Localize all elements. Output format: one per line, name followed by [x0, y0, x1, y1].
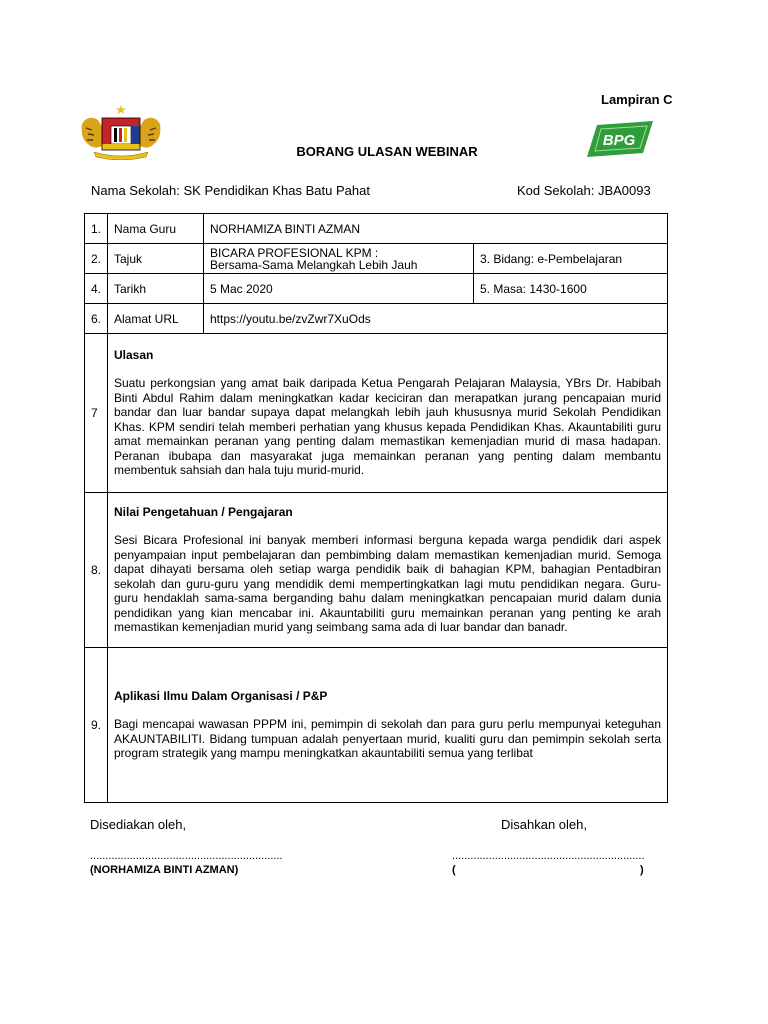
form-title: BORANG ULASAN WEBINAR	[296, 144, 478, 159]
section-application	[85, 648, 668, 803]
prepared-by-label: Disediakan oleh,	[90, 817, 187, 832]
title-value	[204, 244, 474, 274]
field-label: Tarikh	[108, 274, 204, 304]
section-knowledge	[85, 493, 668, 648]
section-body	[108, 334, 668, 493]
approved-signature-line: ...............................................................	[452, 850, 645, 862]
section-title: Ulasan	[114, 348, 154, 363]
title-line-2: Bersama-Sama Melangkah Lebih Jauh	[210, 257, 418, 272]
approved-name-close: )	[640, 864, 644, 876]
section-title: Aplikasi Ilmu Dalam Organisasi / P&P	[114, 689, 328, 704]
row-number: 4.	[85, 274, 108, 304]
row-date	[85, 274, 668, 304]
appendix-label: Lampiran C	[601, 92, 673, 107]
approved-by-label: Disahkan oleh,	[501, 817, 587, 832]
section-text: Bagi mencapai wawasan PPPM ini, pemimpin di sekolah dan para guru perlu mempunyai keteguhan AKAUNTABILITI. Bidang tumpuan adalah penyertaan murid, kualiti guru dan pemimpin sekolah serta program strategik yang mampu meningkatkan akauntabiliti semua yang terlibat	[114, 717, 662, 761]
row-url	[85, 304, 668, 334]
section-text: Suatu perkongsian yang amat baik daripada Ketua Pengarah Pelajaran Malaysia, YBrs Dr. Habibah Binti Abdul Rahim dalam meningkatkan kadar keciciran dan merapatkan jurang pencapaian murid bandar dan luar bandar supaya dapat melangkah lebih jauh khususnya murid Sekolah Pendidikan Khas. KPM sendiri telah memberi perhatian yang khusus kepada Pendidikan Khas. Akauntabiliti guru amat memainkan peranan yang penting dalam memastikan kemenjadian murid di masa hadapan. Peranan ibubapa dan masyarakat juga memainkan peranan yang penting dalam membantu membentuk sahsiah dan hala tuju murid-murid.	[114, 376, 662, 478]
section-body	[108, 648, 668, 803]
row-number: 2.	[85, 244, 108, 274]
row-number: 6.	[85, 304, 108, 334]
field-label: Tajuk	[108, 244, 204, 274]
section-body	[108, 493, 668, 648]
section-review	[85, 334, 668, 493]
prepared-by-name: (NORHAMIZA BINTI AZMAN)	[90, 864, 239, 876]
row-number: 7	[85, 334, 108, 493]
review-form-table	[84, 213, 668, 803]
bpg-logo-text: BPG	[602, 132, 636, 149]
field-label: Alamat URL	[108, 304, 204, 334]
section-title: Nilai Pengetahuan / Pengajaran	[114, 505, 293, 520]
row-number: 1.	[85, 214, 108, 244]
approved-name-open: (	[452, 864, 456, 876]
teacher-name-value: NORHAMIZA BINTI AZMAN	[204, 214, 668, 244]
school-code: Kod Sekolah: JBA0093	[517, 183, 651, 198]
section-text: Sesi Bicara Profesional ini banyak memberi informasi berguna kepada warga pendidik dari aspek penyampaian input pembelajaran dan pembimbing dalam memastikan kemenjadian murid. Semoga dapat dihayati bersama oleh setiap warga pendidik baik di bahagian KPM, bahagian Pentadbiran sekolah dan guru-guru yang mendidik demi mempertingkatkan lagi mutu pendidikan negara. Guru-guru hendaklah sama-sama berganding bahu dalam meningkatkan pencapaian murid dalam dunia pendidikan yang kian mencabar ini. Akauntabiliti guru memainkan peranan yang penting ke arah memastikan kemenjadian murid yang seimbang sama ada di luar bandar dan banadr.	[114, 533, 662, 635]
prepared-signature-line: ...............................................................	[90, 850, 283, 862]
school-name: Nama Sekolah: SK Pendidikan Khas Batu Pahat	[91, 183, 370, 198]
title-line-1: BICARA PROFESIONAL KPM :	[210, 245, 379, 260]
field-label: Nama Guru	[108, 214, 204, 244]
date-value: 5 Mac 2020	[204, 274, 474, 304]
url-value: https://youtu.be/zvZwr7XuOds	[204, 304, 668, 334]
row-title	[85, 244, 668, 274]
row-number: 8.	[85, 493, 108, 648]
field-value: 3. Bidang: e-Pembelajaran	[474, 244, 668, 274]
row-teacher-name	[85, 214, 668, 244]
row-number: 9.	[85, 648, 108, 803]
time-value: 5. Masa: 1430-1600	[474, 274, 668, 304]
